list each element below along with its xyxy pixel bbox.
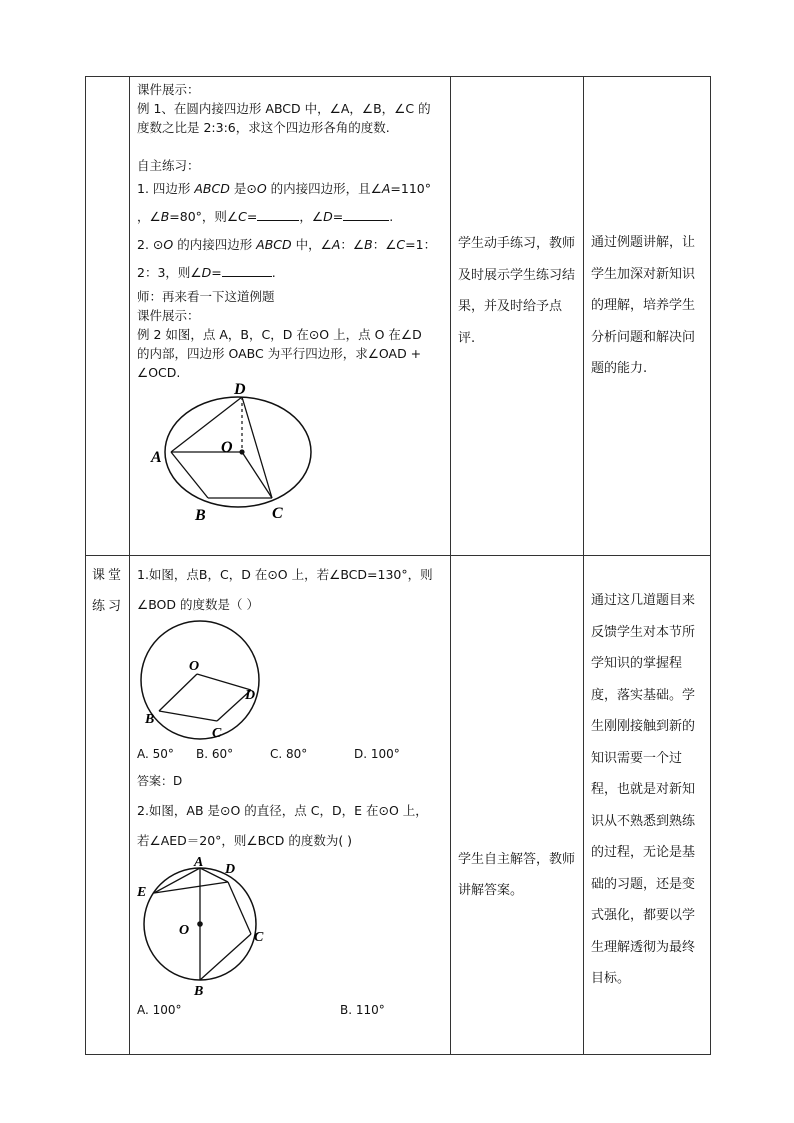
design-intent-text: 通过这几道题目来反馈学生对本节所学知识的掌握程度，落实基础。学生刚刚接触到新的知识需要一个过程，也就是对新知识从不熟悉到熟练的过程，无论是基础的习题，还是变式强化，都要以学生理解透彻为最终目标。: [591, 593, 696, 987]
label-B: B: [194, 984, 204, 996]
design-intent-cell: [584, 556, 711, 1055]
content-line: 例 2 如图，点 A，B，C，D 在⊙O 上，点 O 在∠D: [137, 327, 422, 342]
question-2-diagram: [137, 856, 277, 996]
label-C: C: [254, 930, 264, 945]
choice-b[interactable]: B. 110°: [340, 1003, 385, 1017]
student-activity-text: 学生动手练习，教师及时展示学生练习结果，并及时给予点评.: [458, 236, 576, 346]
choice-a[interactable]: A. 50°: [137, 747, 174, 761]
lesson-plan-table: [85, 76, 711, 1055]
content-line: 例 1、在圆内接四边形 ABCD 中，∠A，∠B，∠C 的: [137, 101, 431, 116]
stage-label-cell: [86, 77, 130, 556]
design-intent-text: 通过例题讲解，让学生加深对新知识的理解，培养学生分析问题和解决问题的能力.: [591, 235, 696, 377]
content-line: ∠OCD.: [137, 365, 181, 380]
exercise-2-line-2: 2：3，则∠D= .: [137, 265, 276, 280]
teaching-content-cell: [130, 77, 451, 556]
table-row: [86, 77, 711, 556]
answer-blank[interactable]: [222, 263, 272, 277]
content-line: 自主练习：: [137, 158, 200, 173]
stage-label: 课堂练习: [92, 568, 125, 614]
design-intent-cell: [584, 77, 711, 556]
question-1-text: ∠BOD 的度数是（ ）: [137, 597, 259, 612]
content-line: 课件展示：: [137, 82, 200, 97]
student-activity-text: 学生自主解答，教师讲解答案。: [458, 851, 576, 898]
content-line: 课件展示：: [137, 308, 200, 323]
content-line: 度数之比是 2:3:6，求这个四边形各角的度数.: [137, 120, 390, 135]
content-line: 师：再来看一下这道例题: [137, 289, 275, 304]
student-activity-cell: [451, 556, 584, 1055]
choice-d[interactable]: D. 100°: [354, 747, 400, 761]
answer-blank[interactable]: [257, 207, 299, 221]
table-row: [86, 556, 711, 1055]
question-1-answer: 答案：D: [137, 774, 183, 788]
label-E: E: [137, 885, 147, 900]
label-C: C: [212, 726, 222, 741]
exercise-1-line-2: ，∠B=80°，则∠C= ，∠D= .: [137, 209, 394, 224]
stage-label-cell: [86, 556, 130, 1055]
label-B: B: [195, 507, 206, 522]
question-2-text: 若∠AED＝20°，则∠BCD 的度数为( ): [137, 833, 353, 848]
label-A: A: [194, 856, 204, 870]
example-2-diagram: [145, 382, 325, 522]
label-B: B: [145, 712, 155, 727]
teaching-content-cell: [130, 556, 451, 1055]
choice-a[interactable]: A. 100°: [137, 1003, 182, 1017]
label-D: D: [245, 688, 256, 703]
question-1-diagram: [137, 620, 267, 742]
question-1-text: 1.如图，点B，C，D 在⊙O 上，若∠BCD=130°，则: [137, 567, 433, 582]
exercise-1-line: 1. 四边形 ABCD 是⊙O 的内接四边形，且∠A=110°: [137, 181, 431, 196]
content-line: 的内部，四边形 OABC 为平行四边形，求∠OAD +: [137, 346, 422, 361]
label-C: C: [272, 505, 283, 522]
label-O: O: [221, 439, 233, 456]
label-O: O: [189, 659, 200, 674]
exercise-2-line: 2. ⊙O 的内接四边形 ABCD 中，∠A：∠B：∠C=1：: [137, 237, 437, 252]
question-2-text: 2.如图，AB 是⊙O 的直径，点 C，D，E 在⊙O 上，: [137, 803, 428, 818]
student-activity-cell: [451, 77, 584, 556]
question-2-choices: [137, 1000, 444, 1020]
answer-blank[interactable]: [343, 207, 389, 221]
label-D: D: [225, 862, 236, 877]
label-D: D: [234, 382, 246, 398]
question-1-choices: [137, 744, 444, 764]
label-O: O: [179, 923, 190, 938]
label-A: A: [151, 449, 162, 466]
choice-c[interactable]: C. 80°: [270, 747, 308, 761]
choice-b[interactable]: B. 60°: [196, 747, 234, 761]
